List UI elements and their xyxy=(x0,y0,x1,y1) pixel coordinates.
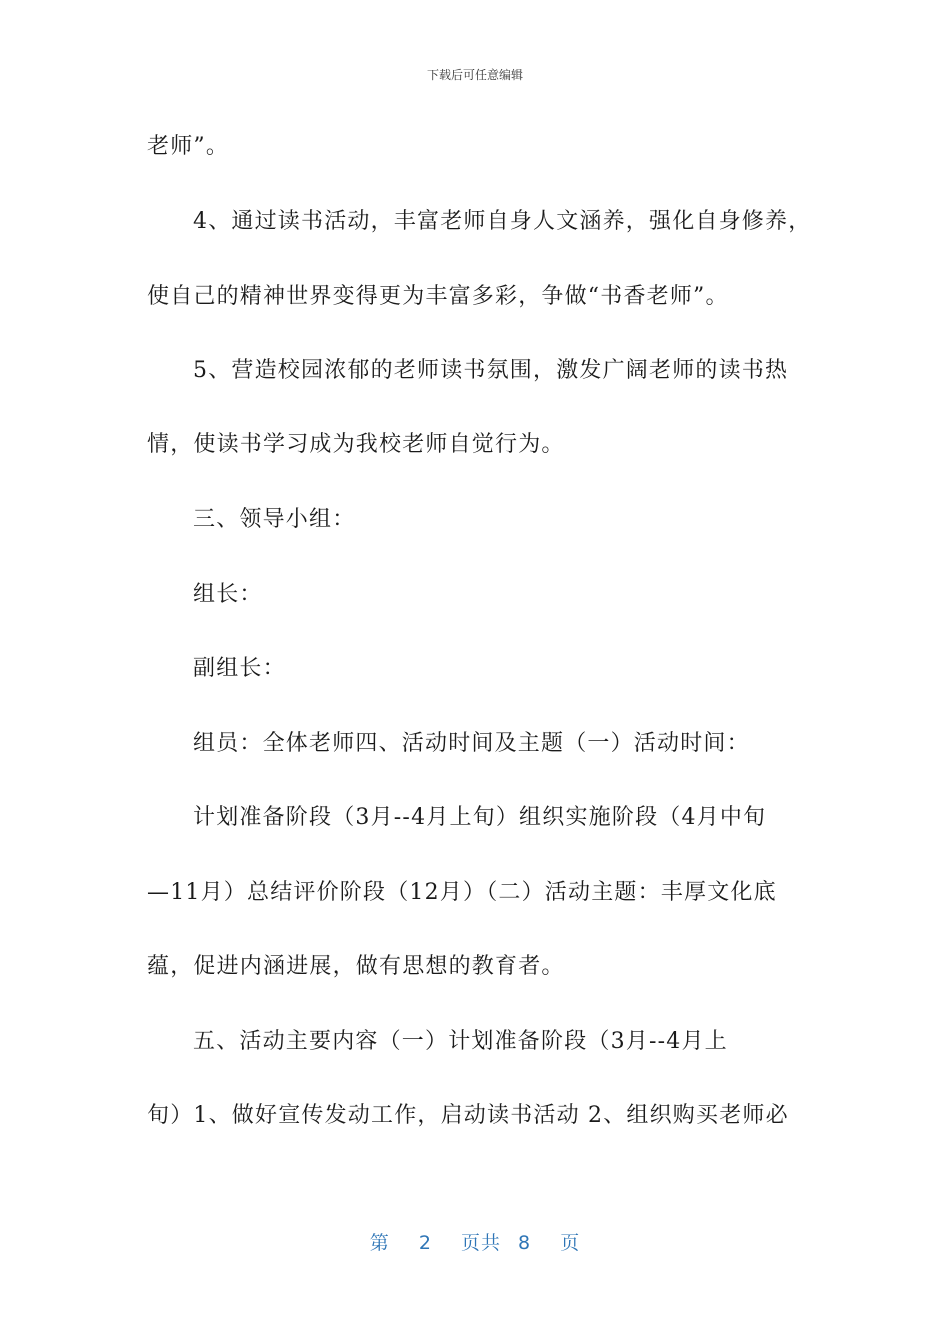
total-pages-number: 8 xyxy=(518,1232,532,1254)
footer-suffix: 页 xyxy=(560,1232,581,1254)
header-note: 下载后可任意编辑 xyxy=(426,68,523,82)
current-page-number: 2 xyxy=(418,1232,432,1254)
section-heading: 五、活动主要内容（一）计划准备阶段（3月--4月上 xyxy=(193,1029,728,1054)
paragraph-line: 老师”。 xyxy=(147,134,230,159)
paragraph-line: 旬）1、做好宣传发动工作，启动读书活动 2、组织购买老师必 xyxy=(147,1103,789,1128)
page-header xyxy=(0,66,950,83)
footer-prefix: 第 xyxy=(369,1232,390,1254)
paragraph-line: 计划准备阶段（3月--4月上旬）组织实施阶段（4月中旬 xyxy=(193,805,767,830)
paragraph-line: 蕴，促进内涵进展，做有思想的教育者。 xyxy=(147,954,565,979)
paragraph-line: —11月）总结评价阶段（12月）（二）活动主题：丰厚文化底 xyxy=(147,880,777,905)
paragraph-line: 组员：全体老师四、活动时间及主题（一）活动时间： xyxy=(193,731,750,756)
paragraph-line: 使自己的精神世界变得更为丰富多彩，争做“书香老师”。 xyxy=(147,284,729,309)
paragraph-line: 组长： xyxy=(193,582,263,607)
page-footer xyxy=(0,1228,950,1255)
paragraph-line: 4、通过读书活动，丰富老师自身人文涵养，强化自身修养， xyxy=(193,209,812,234)
footer-middle: 页共 xyxy=(460,1232,501,1254)
section-heading: 三、领导小组： xyxy=(193,507,356,532)
paragraph-line: 副组长： xyxy=(193,656,286,681)
paragraph-line: 5、营造校园浓郁的老师读书氛围，激发广阔老师的读书热 xyxy=(193,358,789,383)
paragraph-line: 情，使读书学习成为我校老师自觉行为。 xyxy=(147,432,565,457)
